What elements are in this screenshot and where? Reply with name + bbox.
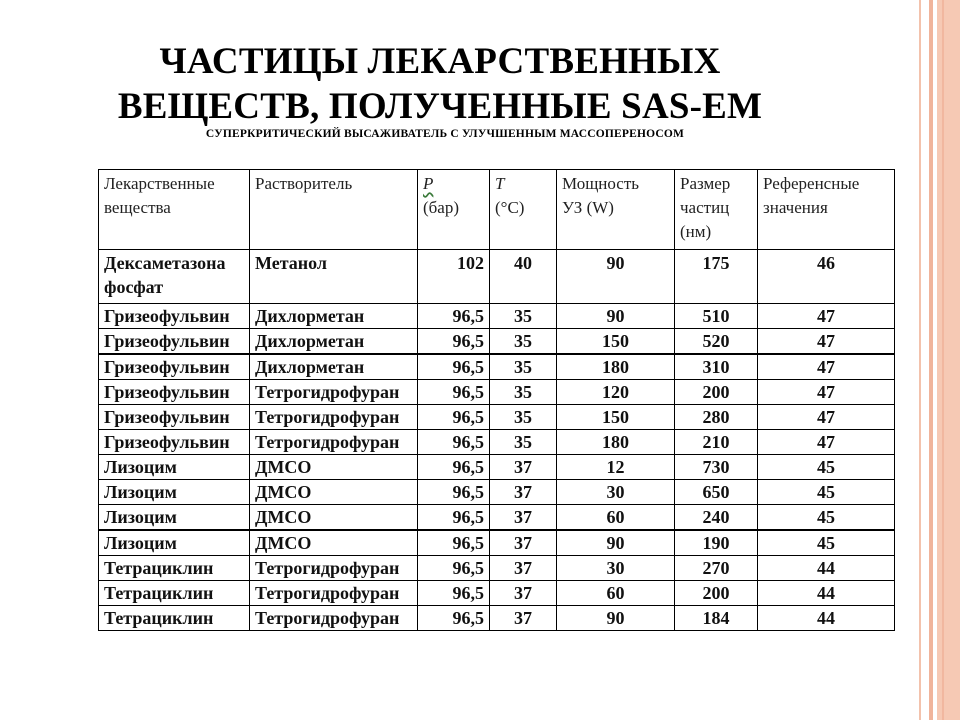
reference-cell: 47 <box>758 430 895 455</box>
power-cell: 90 <box>557 606 675 631</box>
power-cell: 90 <box>557 250 675 304</box>
temperature-cell: 35 <box>490 304 557 329</box>
drug-cell: Лизоцим <box>99 480 250 505</box>
drug-cell: Дексаметазона фосфат <box>99 250 250 304</box>
decor-stripe-mid <box>929 0 933 720</box>
particle-size-cell: 200 <box>675 581 758 606</box>
pressure-cell: 96,5 <box>418 329 490 355</box>
drug-cell: Гризеофульвин <box>99 304 250 329</box>
pressure-cell: 102 <box>418 250 490 304</box>
reference-cell: 47 <box>758 354 895 380</box>
header-power: Мощность УЗ (W) <box>557 170 675 250</box>
temperature-cell: 37 <box>490 606 557 631</box>
power-cell: 60 <box>557 581 675 606</box>
power-cell: 60 <box>557 505 675 531</box>
temperature-cell: 35 <box>490 430 557 455</box>
table-row <box>99 304 895 329</box>
reference-cell: 47 <box>758 405 895 430</box>
drug-cell: Гризеофульвин <box>99 329 250 355</box>
solvent-cell: Дихлорметан <box>250 354 418 380</box>
pressure-cell: 96,5 <box>418 606 490 631</box>
temperature-cell: 35 <box>490 354 557 380</box>
solvent-cell: Тетрогидрофуран <box>250 556 418 581</box>
power-cell: 120 <box>557 380 675 405</box>
pressure-cell: 96,5 <box>418 505 490 531</box>
reference-cell: 45 <box>758 455 895 480</box>
solvent-cell: Тетрогидрофуран <box>250 430 418 455</box>
table-header-row <box>99 170 895 250</box>
solvent-cell: Тетрогидрофуран <box>250 380 418 405</box>
pressure-cell: 96,5 <box>418 380 490 405</box>
particle-size-cell: 184 <box>675 606 758 631</box>
particle-size-cell: 190 <box>675 530 758 556</box>
header-drug: Лекарственные вещества <box>99 170 250 250</box>
table-row <box>99 556 895 581</box>
pressure-cell: 96,5 <box>418 304 490 329</box>
slide-subtitle: СУПЕРКРИТИЧЕСКИЙ ВЫСАЖИВАТЕЛЬ С УЛУЧШЕННЫМ МАССОПЕРЕНОСОМ <box>205 128 685 140</box>
reference-cell: 47 <box>758 380 895 405</box>
header-temperature: T (°C) <box>490 170 557 250</box>
solvent-cell: ДМСО <box>250 505 418 531</box>
drug-cell: Лизоцим <box>99 505 250 531</box>
table-row <box>99 581 895 606</box>
reference-cell: 45 <box>758 480 895 505</box>
table-row <box>99 430 895 455</box>
particle-size-cell: 200 <box>675 380 758 405</box>
particle-size-cell: 520 <box>675 329 758 355</box>
power-cell: 30 <box>557 480 675 505</box>
pressure-cell: 96,5 <box>418 581 490 606</box>
temperature-cell: 35 <box>490 405 557 430</box>
drug-cell: Тетрациклин <box>99 581 250 606</box>
reference-cell: 45 <box>758 505 895 531</box>
pressure-cell: 96,5 <box>418 530 490 556</box>
particle-size-cell: 210 <box>675 430 758 455</box>
drug-cell: Гризеофульвин <box>99 405 250 430</box>
power-cell: 150 <box>557 329 675 355</box>
particle-size-cell: 310 <box>675 354 758 380</box>
slide-title-line1: ЧАСТИЦЫ ЛЕКАРСТВЕННЫХ <box>159 41 721 82</box>
solvent-cell: Тетрогидрофуран <box>250 405 418 430</box>
power-cell: 12 <box>557 455 675 480</box>
temperature-cell: 37 <box>490 530 557 556</box>
table-row <box>99 505 895 531</box>
drug-cell: Лизоцим <box>99 455 250 480</box>
drug-cell: Гризеофульвин <box>99 354 250 380</box>
particle-size-cell: 175 <box>675 250 758 304</box>
table-row <box>99 606 895 631</box>
drug-cell: Тетрациклин <box>99 556 250 581</box>
reference-cell: 47 <box>758 304 895 329</box>
reference-cell: 46 <box>758 250 895 304</box>
header-pressure: P (бар) <box>418 170 490 250</box>
header-particle-size: Размер частиц (нм) <box>675 170 758 250</box>
temperature-cell: 37 <box>490 455 557 480</box>
temperature-cell: 35 <box>490 329 557 355</box>
header-solvent: Растворитель <box>250 170 418 250</box>
reference-cell: 44 <box>758 581 895 606</box>
table-row <box>99 329 895 355</box>
solvent-cell: Тетрогидрофуран <box>250 581 418 606</box>
solvent-cell: Дихлорметан <box>250 329 418 355</box>
pressure-cell: 96,5 <box>418 455 490 480</box>
temperature-cell: 37 <box>490 581 557 606</box>
table-row <box>99 380 895 405</box>
particle-size-cell: 650 <box>675 480 758 505</box>
table-row <box>99 480 895 505</box>
drug-particles-table <box>98 169 895 631</box>
temperature-cell: 37 <box>490 505 557 531</box>
particle-size-cell: 280 <box>675 405 758 430</box>
drug-cell: Лизоцим <box>99 530 250 556</box>
drug-cell: Гризеофульвин <box>99 380 250 405</box>
power-cell: 180 <box>557 430 675 455</box>
pressure-cell: 96,5 <box>418 556 490 581</box>
solvent-cell: ДМСО <box>250 480 418 505</box>
power-cell: 90 <box>557 530 675 556</box>
solvent-cell: Дихлорметан <box>250 304 418 329</box>
table-row <box>99 455 895 480</box>
drug-cell: Гризеофульвин <box>99 430 250 455</box>
decor-stripe-thin <box>919 0 921 720</box>
table-row <box>99 354 895 380</box>
drug-cell: Тетрациклин <box>99 606 250 631</box>
solvent-cell: Тетрогидрофуран <box>250 606 418 631</box>
pressure-cell: 96,5 <box>418 405 490 430</box>
power-cell: 30 <box>557 556 675 581</box>
reference-cell: 45 <box>758 530 895 556</box>
table-row <box>99 405 895 430</box>
temperature-cell: 37 <box>490 556 557 581</box>
particle-size-cell: 270 <box>675 556 758 581</box>
header-reference: Референсные значения <box>758 170 895 250</box>
pressure-cell: 96,5 <box>418 430 490 455</box>
power-cell: 90 <box>557 304 675 329</box>
power-cell: 150 <box>557 405 675 430</box>
pressure-cell: 96,5 <box>418 354 490 380</box>
reference-cell: 44 <box>758 556 895 581</box>
solvent-cell: Метанол <box>250 250 418 304</box>
decor-stripe-wide <box>937 0 960 720</box>
solvent-cell: ДМСО <box>250 530 418 556</box>
temperature-cell: 37 <box>490 480 557 505</box>
table-row <box>99 250 895 304</box>
solvent-cell: ДМСО <box>250 455 418 480</box>
reference-cell: 47 <box>758 329 895 355</box>
particle-size-cell: 240 <box>675 505 758 531</box>
slide-title-line2: ВЕЩЕСТВ, ПОЛУЧЕННЫЕ SAS-EM <box>117 86 763 127</box>
particle-size-cell: 510 <box>675 304 758 329</box>
pressure-cell: 96,5 <box>418 480 490 505</box>
reference-cell: 44 <box>758 606 895 631</box>
temperature-cell: 40 <box>490 250 557 304</box>
table-row <box>99 530 895 556</box>
particle-size-cell: 730 <box>675 455 758 480</box>
power-cell: 180 <box>557 354 675 380</box>
temperature-cell: 35 <box>490 380 557 405</box>
